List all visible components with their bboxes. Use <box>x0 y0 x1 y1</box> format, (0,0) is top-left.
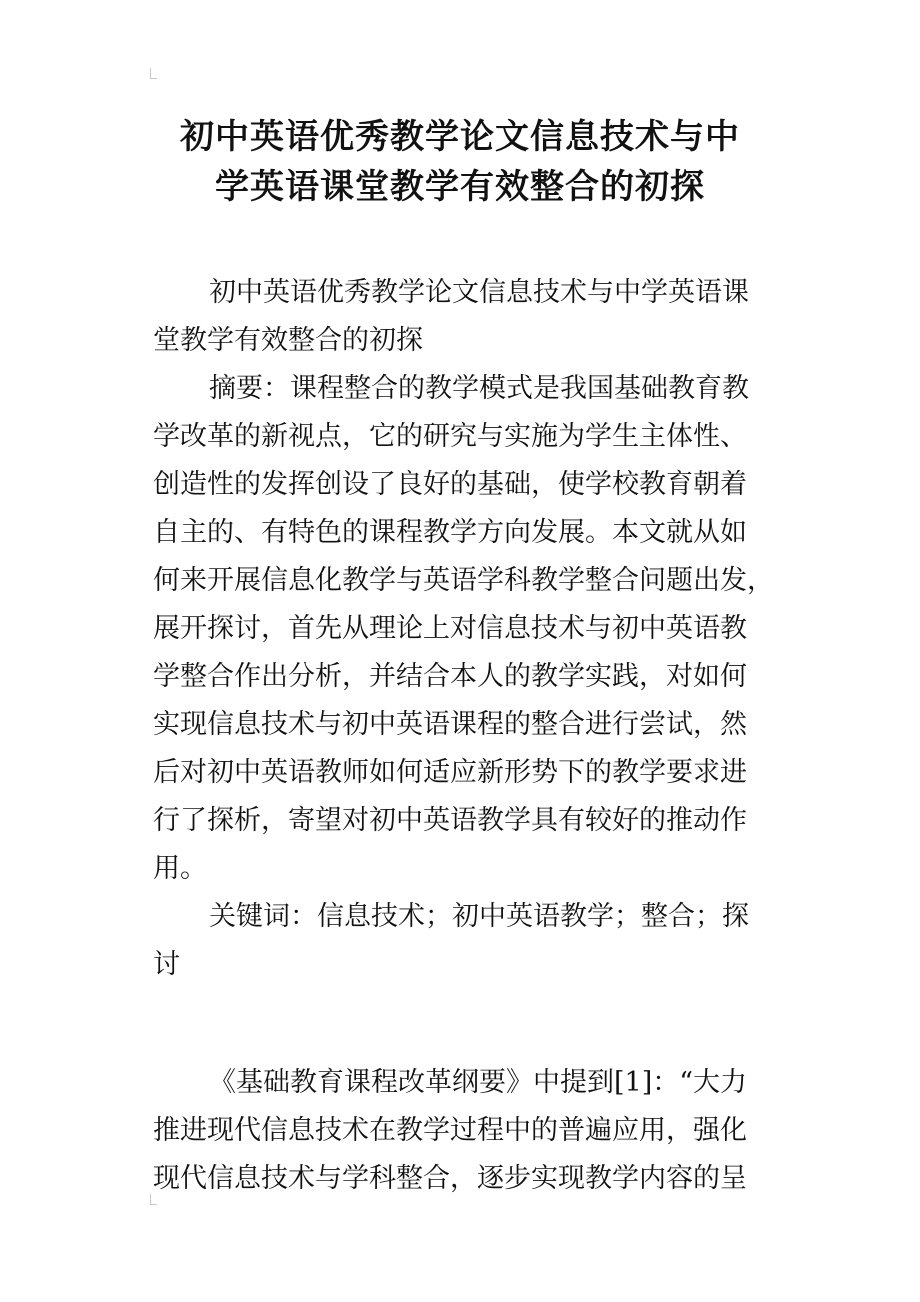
abstract-line: 学改革的新视点，它的研究与实施为学生主体性、 <box>153 421 747 452</box>
abstract-line: 实现信息技术与初中英语课程的整合进行尝试，然 <box>153 709 747 740</box>
abstract-line: 学整合作出分析，并结合本人的教学实践，对如何 <box>153 661 747 692</box>
crop-mark-top <box>150 68 157 79</box>
paragraph-line: 现代信息技术与学科整合，逐步实现教学内容的呈 <box>153 1163 747 1194</box>
paragraph-gap <box>153 989 773 1059</box>
subtitle-line: 初中英语优秀教学论文信息技术与中学英语课 <box>209 277 749 308</box>
abstract-line: 自主的、有特色的课程教学方向发展。本文就从如 <box>153 517 747 548</box>
abstract-line: 后对初中英语教师如何适应新形势下的教学要求进 <box>153 757 747 788</box>
title-line: 初中英语优秀教学论文信息技术与中 <box>180 117 740 157</box>
abstract-line: 用。 <box>153 853 207 884</box>
document-title <box>110 112 810 212</box>
crop-mark-bottom <box>150 1194 157 1205</box>
title-line: 学英语课堂教学有效整合的初探 <box>215 167 705 207</box>
paragraph-line: 推进现代信息技术在教学过程中的普遍应用，强化 <box>153 1115 747 1146</box>
document-body <box>153 269 773 1203</box>
keywords-line: 讨 <box>153 949 180 980</box>
abstract-line: 何来开展信息化教学与英语学科教学整合问题出发， <box>153 565 774 596</box>
subtitle-line: 堂教学有效整合的初探 <box>153 325 423 356</box>
abstract-line: 摘要：课程整合的教学模式是我国基础教育教 <box>209 373 749 404</box>
keywords-line: 关键词：信息技术；初中英语教学；整合；探 <box>209 901 749 932</box>
abstract-line: 行了探析，寄望对初中英语教学具有较好的推动作 <box>153 805 747 836</box>
paragraph-line: 《基础教育课程改革纲要》中提到[1]：“大力 <box>209 1067 748 1098</box>
abstract-line: 创造性的发挥创设了良好的基础，使学校教育朝着 <box>153 469 747 500</box>
abstract-line: 展开探讨，首先从理论上对信息技术与初中英语教 <box>153 613 747 644</box>
